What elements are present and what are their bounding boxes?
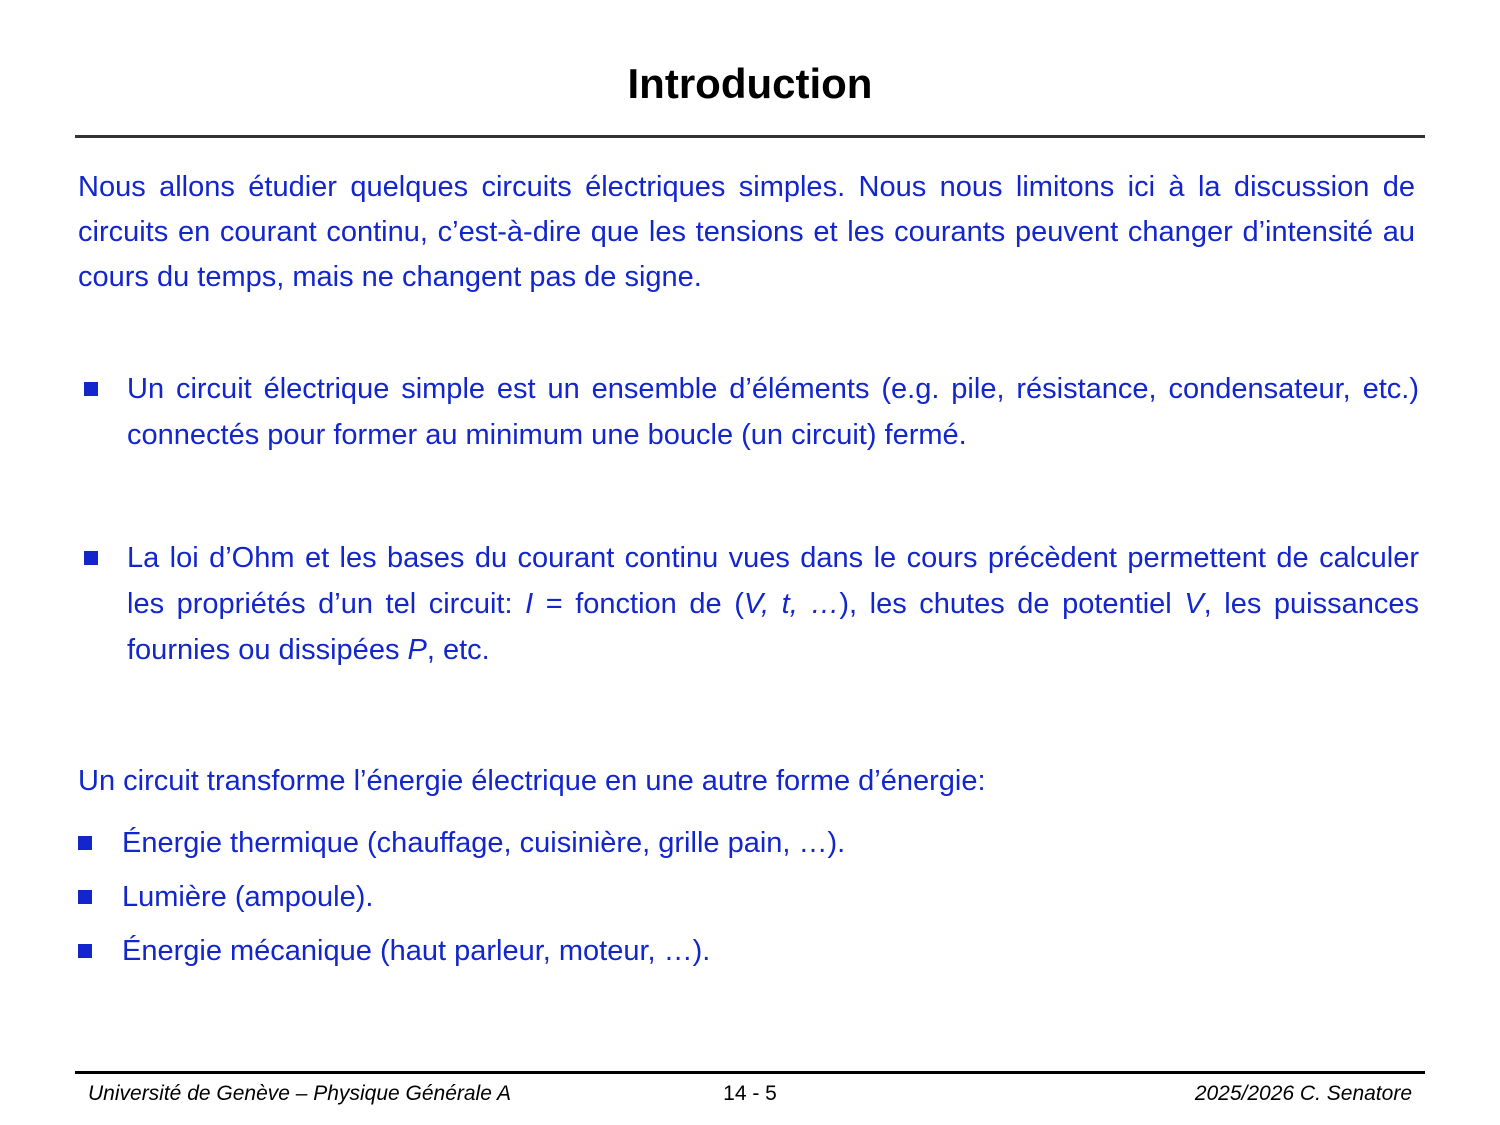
footer-page-number: 14 - 5 <box>723 1082 777 1105</box>
footer-divider <box>75 1071 1425 1074</box>
list-item <box>78 820 845 866</box>
bullet-item-circuit-definition: Un circuit électrique simple est un ensemble d’éléments (e.g. pile, résistance, condensateur, etc.) connectés pour former au minimum une boucle (un circuit) fermé. <box>127 373 1419 451</box>
square-bullet-icon <box>84 382 98 396</box>
square-bullet-icon <box>78 944 92 958</box>
square-bullet-icon <box>78 890 92 904</box>
ohm-law-mid2: ), les chutes de potentiel <box>839 588 1185 620</box>
slide-footer <box>0 1082 1500 1122</box>
energy-transform-lead: Un circuit transforme l’énergie électrique en une autre forme d’énergie: <box>78 765 986 797</box>
bullet-item-mechanical-energy: Énergie mécanique (haut parleur, moteur, …). <box>122 935 711 967</box>
bullet-item-thermal-energy: Énergie thermique (chauffage, cuisinière, grille pain, …). <box>122 827 846 859</box>
list-item <box>78 928 710 974</box>
footer-course-label: Université de Genève – Physique Générale A <box>88 1082 511 1105</box>
symbol-voltage-V: V <box>1184 588 1204 620</box>
symbol-current-I: I <box>525 588 534 620</box>
title-divider <box>75 135 1425 138</box>
footer-author-label: 2025/2026 C. Senatore <box>1194 1082 1412 1105</box>
ohm-law-mid1: = fonction de ( <box>533 588 744 620</box>
square-bullet-icon <box>78 836 92 850</box>
list-item <box>78 874 373 920</box>
list-item <box>84 535 1419 673</box>
page-title: Introduction <box>627 60 873 107</box>
list-item <box>84 366 1419 458</box>
bullet-item-light: Lumière (ampoule). <box>122 881 374 913</box>
ohm-law-prefix: La loi d’Ohm et les bases du courant continu vues dans le cours précèdent permettent de calculer les propriétés d’un tel circuit: <box>127 542 1419 620</box>
square-bullet-icon <box>84 551 98 565</box>
intro-paragraph: Nous allons étudier quelques circuits électriques simples. Nous nous limitons ici à la discussion de circuits en courant continu, c’est-à-dire que les tensions et les courants peuvent changer d’intensité au cours du temps, mais ne changent pas de signe. <box>78 171 1415 293</box>
symbol-power-P: P <box>407 634 427 666</box>
symbol-variables-V-t: V, t, … <box>743 588 840 620</box>
ohm-law-suffix: , etc. <box>426 634 490 666</box>
bullet-item-ohm-law <box>127 535 1419 673</box>
ohm-law-mid3: , les puissances fournies ou dissipées <box>127 588 1419 666</box>
